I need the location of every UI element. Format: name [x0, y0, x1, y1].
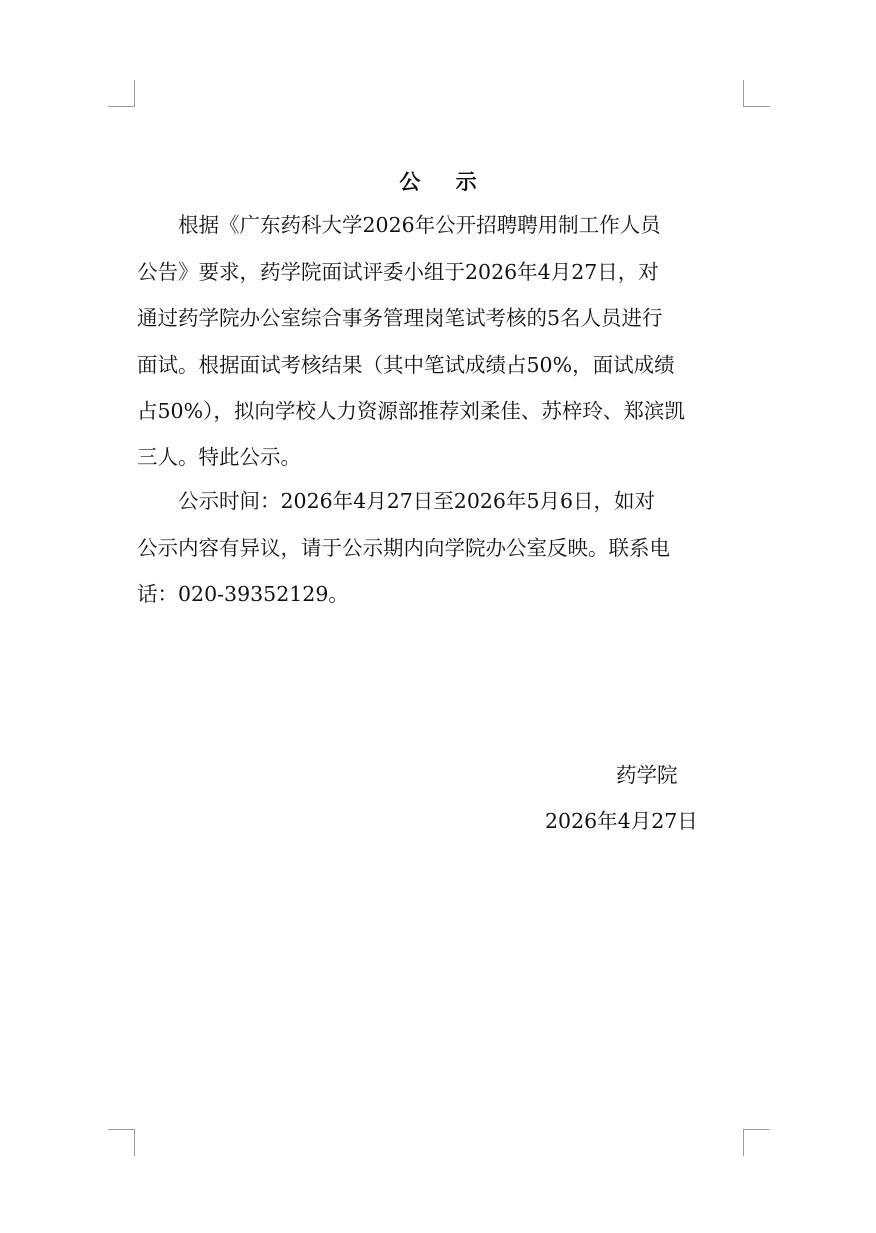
paragraph-line: 话：020-39352129。	[137, 582, 349, 606]
paragraph-line: 公告》要求，药学院面试评委小组于2026年4月27日，对	[137, 260, 659, 284]
paragraph-line: 公示时间：2026年4月27日至2026年5月6日，如对	[137, 489, 656, 513]
notice-title: 公 示	[399, 169, 491, 194]
crop-mark-top-right	[743, 80, 770, 107]
paragraph-line: 占50%），拟向学校人力资源部推荐刘柔佳、苏梓玲、郑滨凯	[137, 399, 685, 423]
paragraph-line: 面试。根据面试考核结果（其中笔试成绩占50%，面试成绩	[137, 353, 675, 377]
paragraph-line: 根据《广东药科大学2026年公开招聘聘用制工作人员	[137, 213, 661, 237]
crop-mark-top-left	[108, 80, 135, 107]
signature-date: 2026年4月27日	[545, 809, 698, 833]
signature-organization: 药学院	[616, 763, 678, 787]
crop-mark-bottom-right	[743, 1129, 770, 1156]
paragraph-line: 三人。特此公示。	[137, 445, 301, 469]
paragraph-line: 公示内容有异议，请于公示期内向学院办公室反映。联系电	[137, 536, 670, 560]
crop-mark-bottom-left	[108, 1129, 135, 1156]
paragraph-line: 通过药学院办公室综合事务管理岗笔试考核的5名人员进行	[137, 306, 663, 330]
